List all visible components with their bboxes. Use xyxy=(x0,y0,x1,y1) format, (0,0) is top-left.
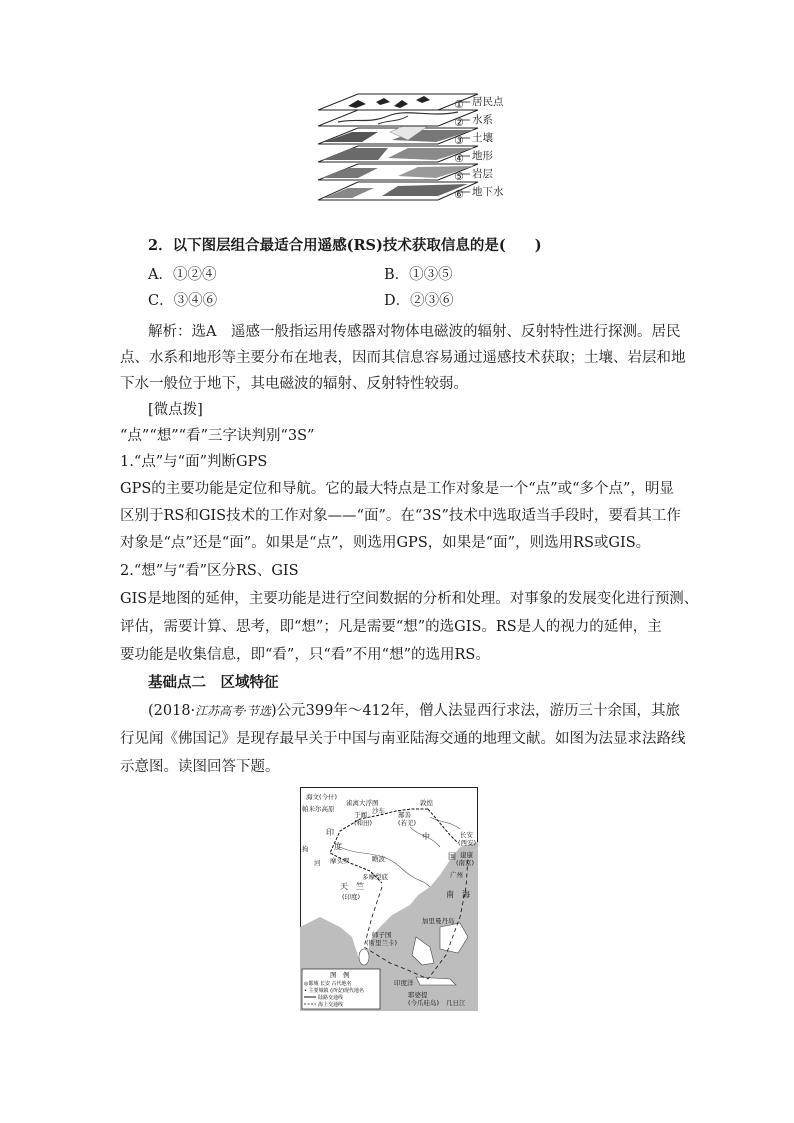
map-label-xian: (西安) xyxy=(458,839,477,847)
map-label-java: (今爪哇岛) xyxy=(408,999,440,1007)
option-d: D．②③⑥ xyxy=(384,293,454,309)
legend-row-3: 陆路交通线 xyxy=(318,995,344,1001)
map-label-shizi: 师子国 xyxy=(372,931,392,939)
tip-para2-line-1: GIS是地图的延伸，主要功能是进行空间数据的分析和处理。对事象的发展变化进行预测、 xyxy=(120,591,699,607)
map-label-nanjing: (南京) xyxy=(456,859,475,867)
intro-line-2: 行见闻《佛国记》是现存最早关于中国与南亚陆海交通的地理文献。如图为法显求法路线 xyxy=(120,731,686,747)
map-label-haiwen: 海文(今什) xyxy=(306,793,338,801)
map-label-shache: 沙车 xyxy=(372,807,385,815)
tip-subtitle-2: 2.“想”与“看”区分RS、GIS xyxy=(120,563,299,579)
legend-row-4: 海上交通线 xyxy=(318,1002,344,1008)
tip-para1-line-2: 区别于RS和GIS技术的工作对象——“面”。在“3S”技术中选取适当手段时，要看其工作 xyxy=(120,508,681,524)
map-label-ju: 拘 xyxy=(302,845,309,853)
map-label-dunhuang: 敦煌 xyxy=(420,799,433,807)
map-label-india: (印度) xyxy=(342,893,361,901)
layer-label-5: 岩层 xyxy=(472,168,493,180)
faxian-route-map xyxy=(300,787,478,1011)
map-label-kalimantan: 加里曼丹岛 xyxy=(422,917,455,925)
tip-para2-line-3: 要功能是收集信息，即“看”，只“看”不用“想”的选用RS。 xyxy=(120,647,490,663)
option-b: B．①③⑤ xyxy=(384,267,453,283)
map-label-quelu: 雀离大浮图 xyxy=(346,799,379,807)
map-label-nanhai: 南 海 xyxy=(446,890,470,899)
tip-header: [微点拨] xyxy=(148,402,203,418)
legend-row-1: ◎都城 长安 古代地名 xyxy=(304,981,352,987)
section-heading: 基础点二 区域特征 xyxy=(148,674,279,691)
option-c: C．③④⑥ xyxy=(148,293,218,309)
layer-label-2: 水系 xyxy=(472,114,493,126)
layer-label-1: 居民点 xyxy=(472,96,504,108)
circled-6: ⑥ xyxy=(454,188,464,201)
circled-2: ② xyxy=(454,116,464,129)
map-legend xyxy=(302,969,380,1009)
layer-circled-numbers xyxy=(454,96,464,204)
map-label-ruoqiang: (若羌) xyxy=(398,819,417,827)
map-label-guangzhou: 广州 xyxy=(450,871,463,879)
map-label-he: 河 xyxy=(314,859,321,867)
map-label-jiankang: 建康 xyxy=(460,851,473,859)
layer-label-3: 土壤 xyxy=(472,132,493,144)
circled-3: ③ xyxy=(454,134,464,147)
tip-title: “点”“想”“看”三字诀判别“3S” xyxy=(120,428,315,444)
layer-label-6: 地下水 xyxy=(472,186,504,198)
circled-5: ⑤ xyxy=(454,170,464,183)
tip-subtitle-1: 1.“点”与“面”判断GPS xyxy=(120,454,268,470)
map-label-yin: 印 xyxy=(326,828,334,837)
tip-para1-line-3: 对象是“点”还是“面”。如果是“点”，则选用GPS，如果是“面”，则选用RS或GIS。 xyxy=(120,535,651,551)
map-label-yutian: 于阗 xyxy=(354,811,367,819)
intro-source: 江苏高考·节选 xyxy=(195,704,271,718)
map-label-changan: 长安 xyxy=(460,831,473,839)
intro-rest: )公元399年～412年，僧人法显西行求法，游历三十余国，其旅 xyxy=(271,703,681,719)
map-label-guo: 国 xyxy=(448,852,456,861)
map-label-duomo: 多摩梨底 xyxy=(362,873,388,881)
intro-line-3: 示意图。读图回答下题。 xyxy=(120,759,280,775)
option-a: A．①②④ xyxy=(148,267,217,283)
map-label-tianzhu: 天 竺 xyxy=(340,882,364,891)
map-label-hetian: (和田) xyxy=(354,819,373,827)
tip-para1-line-1: GPS的主要功能是定位和导航。它的最大特点是工作对象是一个“点”或“多个点”，明显 xyxy=(120,481,674,497)
analysis-line-3: 下水一般位于地下，其电磁波的辐射、反射特性较弱。 xyxy=(120,376,468,392)
tip-para2-line-2: 评估，需要计算、思考，即“想”；凡是需要“想”的选GIS。RS是人的视力的延伸，主 xyxy=(120,619,662,635)
srilanka-island xyxy=(359,949,369,965)
question-text: 2．以下图层组合最适合用遥感(RS)技术获取信息的是( ) xyxy=(148,237,542,254)
map-label-yepoti: 耶婆提 xyxy=(408,991,428,999)
legend-title: 图 例 xyxy=(330,971,350,979)
map-label-srilanka: (斯里兰卡) xyxy=(366,939,398,947)
circled-4: ④ xyxy=(454,152,464,165)
map-label-shanshan: 鄯善 xyxy=(398,811,411,819)
map-label-ganrijiang: 几日江 xyxy=(446,999,466,1007)
map-label-du: 度 xyxy=(334,842,342,851)
analysis-line-2: 点、水系和地形等主要分布在地表，因而其信息容易通过遥感技术获取；土壤、岩层和地 xyxy=(120,350,686,366)
map-label-zhanbo: 瞻波 xyxy=(372,855,385,863)
map-label-zhong: 中 xyxy=(422,832,430,841)
legend-row-2: • 主要城镇 (西安)现代地名 xyxy=(304,988,365,994)
map-label-mosilu: 摩头罗 xyxy=(330,857,350,865)
intro-year: (2018· xyxy=(148,703,196,719)
layer-label-4: 地形 xyxy=(472,150,493,162)
intro-line-1 xyxy=(148,701,708,721)
map-label-pamir: 帕米尔高原 xyxy=(302,805,335,813)
circled-1: ① xyxy=(454,98,464,111)
map-label-yinduyang: 印度洋 xyxy=(394,979,414,987)
analysis-line-1: 解析：选A 遥感一般指运用传感器对物体电磁波的辐射、反射特性进行探测。居民 xyxy=(148,324,681,340)
